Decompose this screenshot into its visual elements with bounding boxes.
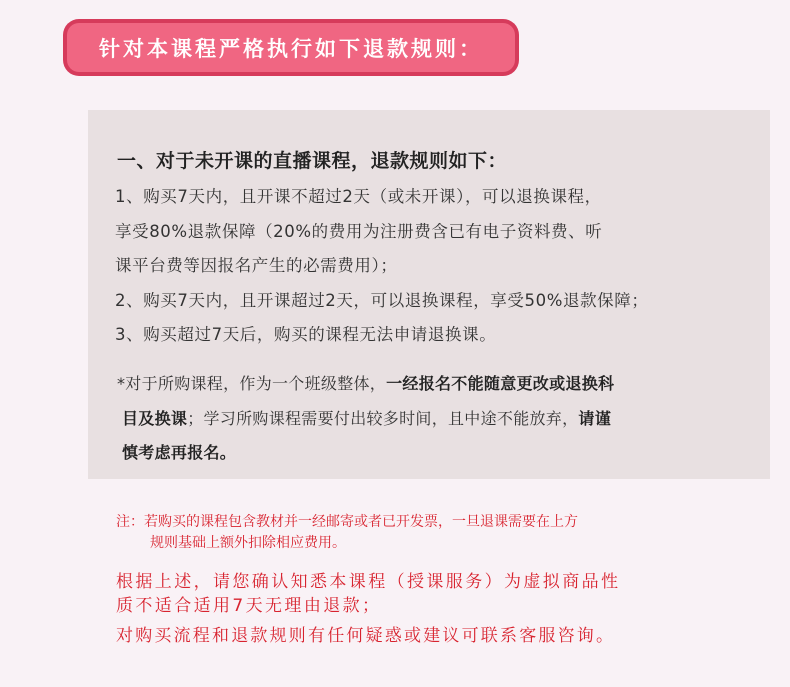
rule-line: 1、购买7天内，且开课不超过2天（或未开课），可以退换课程， <box>115 187 602 206</box>
note-emphasis: 一经报名不能随意更改或退换科 <box>386 374 615 393</box>
summary-line-2: 质不适合适用7天无理由退款； <box>116 596 382 616</box>
rule-line: 2、购买7天内，且开课超过2天，可以退换课程，享受50%退款保障； <box>115 290 649 310</box>
footnote-line-2: 规则基础上额外扣除相应费用。 <box>150 535 346 551</box>
banner-title: 针对本课程严格执行如下退款规则： <box>99 36 483 61</box>
rule-line: 3、购买超过7天后，购买的课程无法申请退换课。 <box>115 325 497 344</box>
class-note <box>117 367 757 471</box>
footnote-line-1: 注：若购买的课程包含教材并一经邮寄或者已开发票，一旦退课需要在上方 <box>116 514 578 530</box>
header-banner-inner <box>67 23 515 72</box>
note-emphasis: 请谨 <box>578 408 612 428</box>
rules-heading: 一、对于未开课的直播课程，退款规则如下： <box>117 150 508 172</box>
note-text: *对于所购课程，作为一个班级整体， <box>117 374 387 393</box>
summary-line-1: 根据上述，请您确认知悉本课程（授课服务）为虚拟商品性 <box>116 572 621 592</box>
rule-line: 享受80%退款保障（20%的费用为注册费含已有电子资料费、听 <box>115 221 603 241</box>
note-line-1 <box>117 367 757 402</box>
note-emphasis: 慎考虑再报名。 <box>122 443 237 462</box>
refund-rules-box <box>88 110 770 479</box>
header-banner <box>63 19 519 76</box>
note-line-3 <box>117 436 757 471</box>
note-emphasis: 目及换课 <box>122 408 188 428</box>
rule-line: 课平台费等因报名产生的必需费用）； <box>115 256 398 275</box>
rules-list <box>115 180 755 353</box>
note-text: ；学习所购课程需要付出较多时间，且中途不能放弃， <box>187 408 579 428</box>
virtual-goods-summary <box>116 570 620 618</box>
note-line-2 <box>117 402 757 437</box>
contact-support-text: 对购买流程和退款规则有任何疑惑或建议可联系客服咨询。 <box>116 626 616 646</box>
material-footnote <box>116 512 578 554</box>
